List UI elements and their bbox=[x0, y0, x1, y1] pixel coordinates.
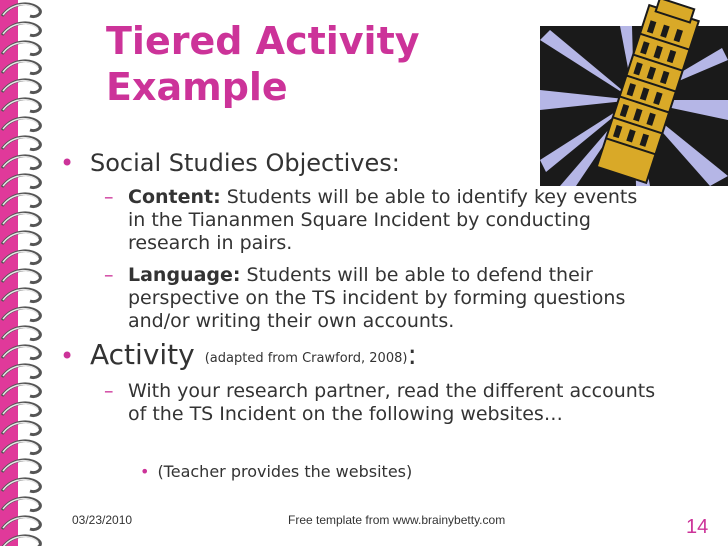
content-item bbox=[128, 186, 644, 255]
activity-colon: : bbox=[407, 338, 417, 371]
bullet-activity bbox=[60, 340, 417, 374]
slide-title bbox=[106, 18, 420, 110]
spiral-binding bbox=[0, 0, 48, 546]
language-label: Language: bbox=[128, 264, 241, 286]
bullet-content bbox=[104, 186, 644, 255]
dash-icon: – bbox=[104, 264, 114, 286]
bullet-activity-instruction bbox=[104, 380, 664, 426]
dash-icon: – bbox=[104, 380, 114, 402]
language-text: Students will be able to defend their perspective on the TS incident by forming questions and/or writing their own accounts. bbox=[128, 264, 626, 332]
content-label: Content: bbox=[128, 186, 221, 208]
footer-credit: Free template from www.brainybetty.com bbox=[288, 513, 506, 527]
activity-source: (adapted from Crawford, 2008) bbox=[204, 351, 408, 366]
bullet-language bbox=[104, 264, 644, 333]
activity-label: Activity bbox=[90, 338, 195, 371]
title-line-2: Example bbox=[106, 65, 288, 109]
content-text: Students will be able to identify key events in the Tiananmen Square Incident by conducting research in pairs. bbox=[128, 186, 638, 254]
dash-icon: – bbox=[104, 186, 114, 208]
page-number: 14 bbox=[686, 516, 709, 538]
leaning-tower-clipart bbox=[540, 0, 728, 186]
teacher-note: (Teacher provides the websites) bbox=[157, 462, 413, 481]
bullet-teacher-note bbox=[140, 461, 412, 483]
title-line-1: Tiered Activity bbox=[106, 19, 420, 63]
bullet-dot-icon: • bbox=[140, 462, 150, 481]
bullet-dot-icon: • bbox=[60, 149, 75, 177]
bullet-objectives bbox=[60, 148, 400, 178]
language-item bbox=[128, 264, 644, 333]
activity-instruction: With your research partner, read the different accounts of the TS Incident on the following websites… bbox=[128, 380, 656, 425]
footer-date: 03/23/2010 bbox=[72, 513, 133, 527]
bullet-dot-icon: • bbox=[60, 342, 75, 370]
objectives-heading: Social Studies Objectives: bbox=[90, 149, 400, 177]
